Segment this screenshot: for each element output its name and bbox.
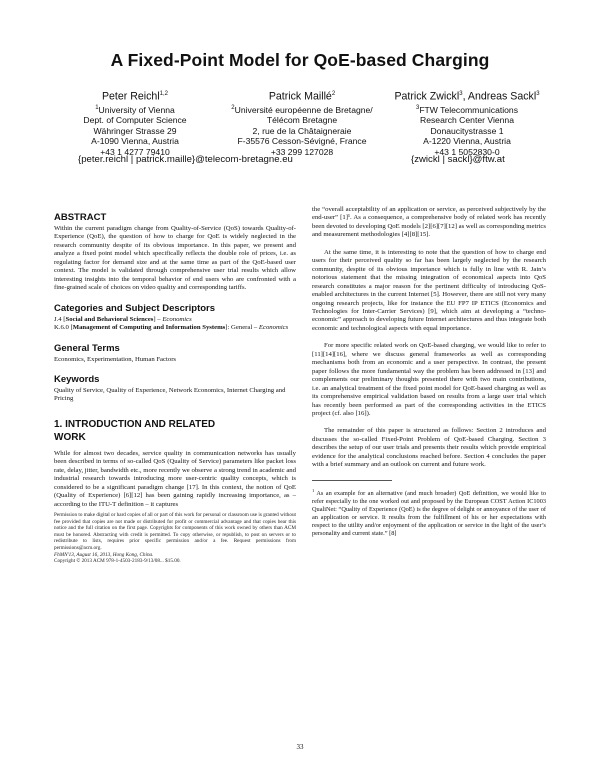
paragraph-qoe-definition: the “overall acceptability of an application or service, as perceived subjectively by the end-user” [1]¹. As a consequence, a comprehensive body of related work has recently been devoted to developing QoE models [2][6][7][12] as well as corresponding metrics and measurement methodologies [4][8][15]. <box>312 206 546 239</box>
author-block-maille: Patrick Maillé$^2$ $^2$Université européenne de Bretagne/ Télécom Bretagne 2, rue de la Châtaigneraie F-35576 Cesson-Sévigné, France +33 299 127028 <box>231 90 373 157</box>
introduction-heading: 1. INTRODUCTION AND RELATED WORK <box>54 418 216 443</box>
paper-title: A Fixed-Point Model for QoE-based Charging <box>110 50 490 70</box>
author-name: Patrick Maillé <box>268 90 332 103</box>
category-line-2: K.6.0 [Management of Computing and Information Systems]: General – Economics <box>54 324 289 332</box>
footnote: $^1$ As an example for an alternative (and much broader) QoE definition, we would like to refer especially to the one worked out and proposed by the European COST Action IC1003 QualiNet: “Quality of Experience (QoE) is the degree of delight or annoyance of the user of an application or service. It results from the fulfillment of his or her expectations with respect to the utility and/or enjoyment of the application or service in the light of the user’s personality and current state.” [8] <box>312 487 546 538</box>
keywords-text: Quality of Service, Quality of Experience, Network Economics, Internet Charging and Pricing <box>54 386 286 403</box>
copyright-line: Copyright © 2013 ACM 978-1-4503-2183-9/13/08... $15.00. <box>54 558 181 565</box>
venue-line: FhMN'13, August 16, 2013, Hong Kong, China. <box>54 551 154 558</box>
permission-notice <box>54 512 296 565</box>
email-telecom-bretagne: {peter.reichl | patrick.maille}@telecom-bretagne.eu <box>78 154 293 165</box>
abstract-text: Within the current paradigm change from Quality-of-Service (QoS) towards Quality-of-Experience (QoE), the question of how to charge for QoE is widely neglected in the research community despite of its obvious importance. In this paper, we present and analyze a fixed point model which specifically reflects the double role of prices, i.e. as regulating factor for demand size and at the same time as part of the QoE-based user context. The model is validated through comprehensive user trial results which allow interesting insights into the temporal behavior of end users who are confronted with a fine-grained scale of choices on video quality and corresponding tariffs. <box>54 225 296 292</box>
permission-text: Permission to make digital or hard copies of all or part of this work for personal or classroom use is granted without fee provided that copies are not made or distributed for profit or commercial advantage and that copies bear this notice and the full citation on the first page. Copyrights for components of this work owned by others than ACM must be honored. Abstracting with credit is permitted. To copy otherwise, or republish, to post on servers or to redistribute to lists, requires prior specific permission and/or a fee. Request permissions from permissions@acm.org. <box>54 512 296 552</box>
author-name: Peter Reichl <box>101 90 160 103</box>
footnote-divider <box>312 480 392 481</box>
abstract-section <box>54 212 296 293</box>
author-block-reichl: Peter Reichl$^{1,2}$ $^1$University of Vienna Dept. of Computer Science Währinger Strasse 29 A-1090 Vienna, Austria +43 1 4277 79410 <box>83 90 187 157</box>
general-terms-text: Economics, Experimentation, Human Factors <box>54 355 177 363</box>
categories-heading: Categories and Subject Descriptors <box>54 302 216 314</box>
general-terms-heading: General Terms <box>54 342 120 354</box>
introduction-paragraph: While for almost two decades, service quality in communication networks has usually been described in terms of so-called QoS (Quality of Service) parameters like packet loss rate, delay, jitter, bandwidth etc., more recently we observe a strong trend in academic and industrial research towards introducing more user-centric quality concepts, which is considered to be a significant paradigm change [17]. In this context, the notion of QoE (Quality of Experience) [6][12] has been gaining rapidly increasing importance, as – according to the ITU-T definition – it captures <box>54 449 296 508</box>
keywords-section <box>54 374 296 404</box>
author-name: Patrick Zwickl <box>394 90 460 103</box>
paragraph-paper-structure: The remainder of this paper is structured as follows: Section 2 introduces and discusses the so-called Fixed-Point Problem of QoE-based Charging. Section 3 describes the setup of our user trials and presents their results which provide empirical evidence for the analytical conclusions reached before. Section 4 concludes the paper with a brief summary and an outlook on current and future work. <box>312 427 546 469</box>
email-ftw: {zwickl | sackl}@ftw.at <box>411 154 505 165</box>
right-column <box>312 206 546 547</box>
abstract-heading: ABSTRACT <box>54 212 107 223</box>
keywords-heading: Keywords <box>54 373 100 385</box>
categories-section <box>54 303 296 333</box>
category-line-1: J.4 [Social and Behavioral Sciences] – Economics <box>54 315 192 323</box>
author-name: Andreas Sackl <box>467 90 537 103</box>
general-terms-section <box>54 343 296 364</box>
page-number: 33 <box>296 743 304 751</box>
author-block-zwickl-sackl: Patrick Zwickl$^3$, Andreas Sackl$^3$ $^3$FTW Telecommunications Research Center Vienna Donaucitystrasse 1 A-1220 Vienna, Austria +43 1 5052830-0 <box>394 90 540 157</box>
paragraph-charging-neglected: At the same time, it is interesting to note that the question of how to charge end users for their perceived quality so far has been largely neglected by the research community, despite of its obvious importance which is fully in line with R. Jain’s notorious statement that the missing integration of economical aspects into QoS research constitutes a major reason for the pertinent difficulty of introducing QoS-enabled architectures in the current Internet [5]. However, there are still not very many ongoing research projects, like for instance the EU FP7 IP ETICS (Economics and Technologies for Inter-Carrier Services) [9], which aim at developing a “techno-economic” approach to developing future Internet architectures and thus integrate both economic and technological aspects with equal importance. <box>312 248 546 332</box>
paragraph-related-work: For more specific related work on QoE-based charging, we would like to refer to [11][14][16], where we discuss general frameworks as well as corresponding mechanisms both from an economic and a user perspective. In contrast, the present paper follows the more fundamental way the problem has been addressed in [13] and complements our preliminary thoughts presented there with two main contributions, i.e. an analytical treatment of the fixed point model for QoE-based charging as well as its comprehensive empirical validation based on results from a large user trial which has recently been performed as part of the corresponding activities in the ETICS project (cf. also [16]). <box>312 342 546 417</box>
introduction-section <box>54 418 296 509</box>
left-column <box>54 212 296 565</box>
